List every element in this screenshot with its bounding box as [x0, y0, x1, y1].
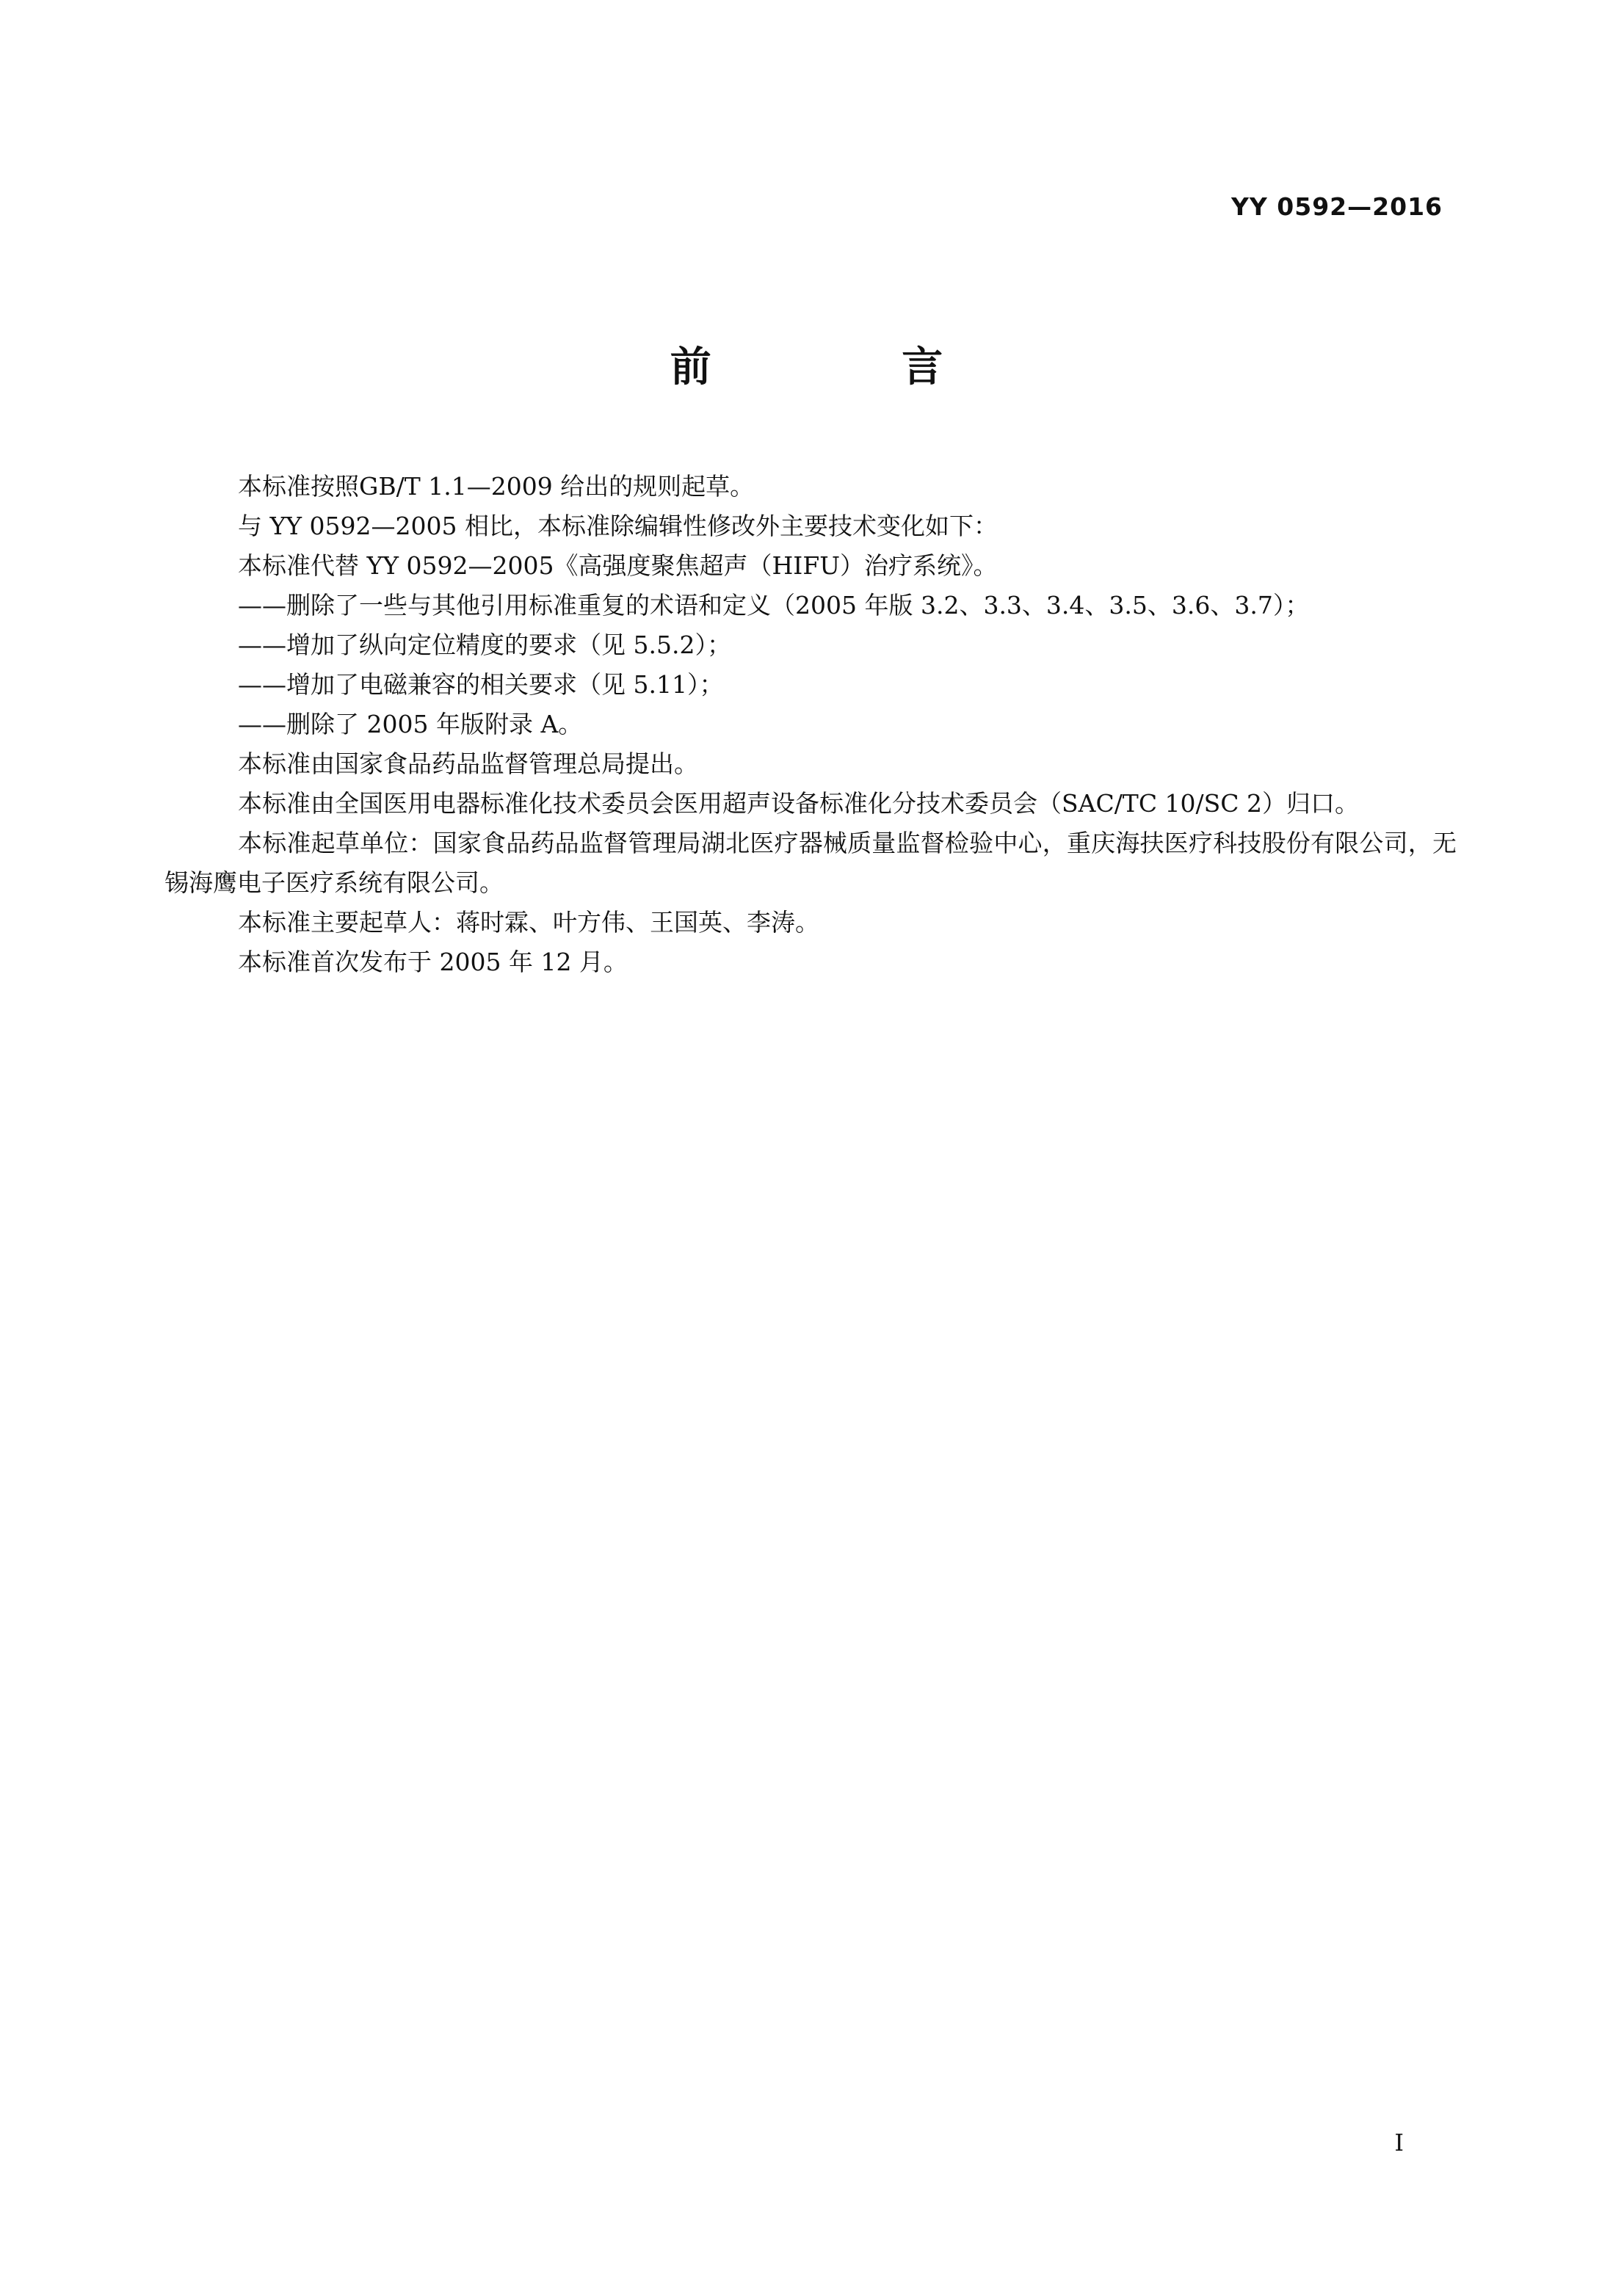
list-item: ——删除了 2005 年版附录 A。 [238, 710, 583, 738]
paragraph: 与 YY 0592—2005 相比，本标准除编辑性修改外主要技术变化如下： [238, 512, 998, 540]
paragraph: 本标准起草单位：国家食品药品监督管理局湖北医疗器械质量监督检验中心，重庆海扶医疗科技股份有限公司，无锡海鹰电子医疗系统有限公司。 [164, 829, 1457, 897]
paragraph: 本标准由国家食品药品监督管理总局提出。 [238, 749, 698, 778]
paragraph: 本标准首次发布于 2005 年 12 月。 [238, 948, 628, 976]
page-number: I [1394, 2129, 1404, 2157]
list-item: ——增加了电磁兼容的相关要求（见 5.11）； [238, 670, 724, 699]
paragraph: 本标准由全国医用电器标准化技术委员会医用超声设备标准化分技术委员会（SAC/TC 10/SC 2）归口。 [238, 789, 1360, 818]
list-item: ——删除了一些与其他引用标准重复的术语和定义（2005 年版 3.2、3.3、3.4、3.5、3.6、3.7）； [238, 591, 1310, 620]
paragraph: 本标准主要起草人：蒋时霖、叶方伟、王国英、李涛。 [238, 908, 819, 937]
list-item: ——增加了纵向定位精度的要求（见 5.5.2）； [238, 631, 731, 659]
paragraph: 本标准按照GB/T 1.1—2009 给出的规则起草。 [238, 472, 755, 501]
foreword-body [164, 467, 1457, 982]
standard-code: YY 0592—2016 [1231, 192, 1443, 221]
page-title: 前 言 [670, 344, 1032, 391]
paragraph: 本标准代替 YY 0592—2005《高强度聚焦超声（HIFU）治疗系统》。 [238, 551, 998, 580]
